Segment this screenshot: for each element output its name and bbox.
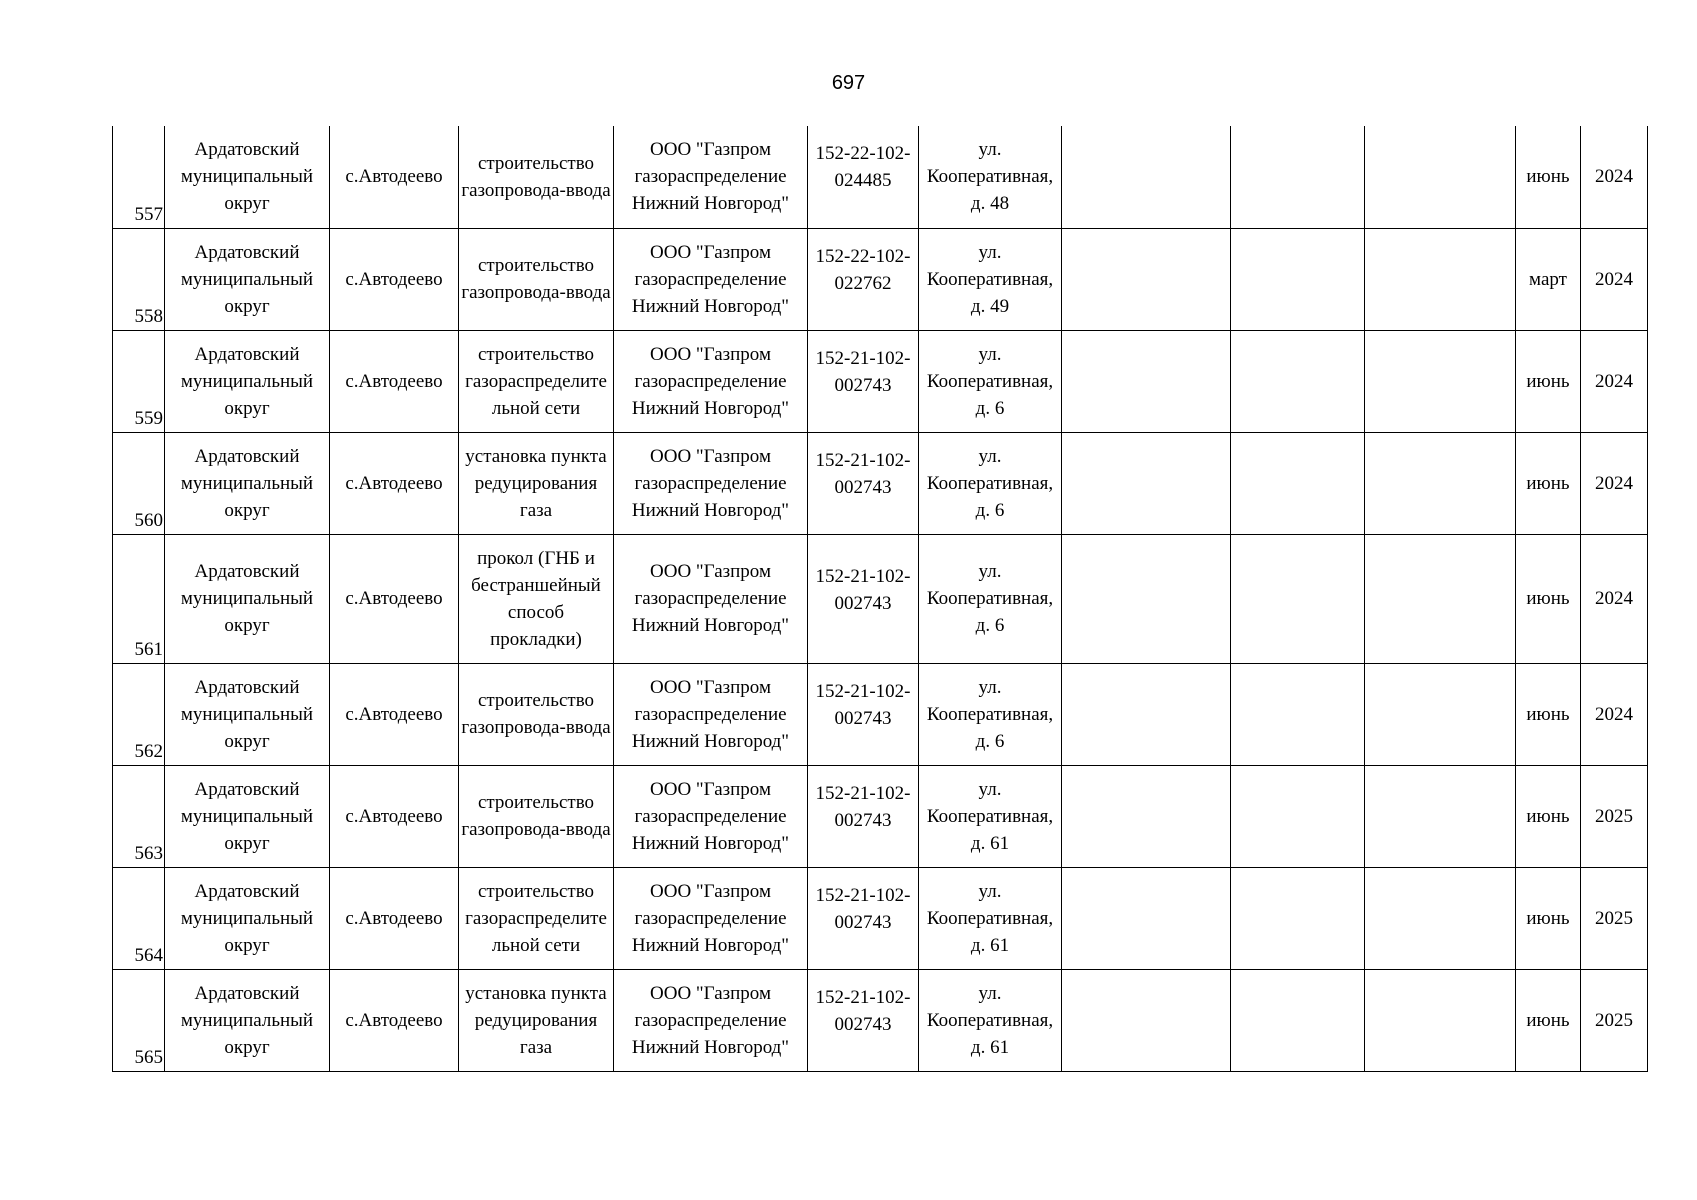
month-cell: июнь (1516, 969, 1581, 1071)
month-cell: июнь (1516, 330, 1581, 432)
row-number: 557 (113, 126, 165, 228)
address-cell: ул. Кооперативная, д. 6 (919, 432, 1062, 534)
year-cell: 2024 (1581, 126, 1648, 228)
row-number: 564 (113, 867, 165, 969)
organization-cell: ООО "Газпром газораспределение Нижний Новгород" (614, 228, 808, 330)
work-type-cell: строительство газораспределительной сети (459, 867, 614, 969)
organization-cell: ООО "Газпром газораспределение Нижний Новгород" (614, 432, 808, 534)
code-cell: 152-21-102-002743 (808, 663, 919, 765)
district-cell: Ардатовский муниципальный округ (165, 663, 330, 765)
month-cell: март (1516, 228, 1581, 330)
code-cell: 152-22-102-022762 (808, 228, 919, 330)
code-cell: 152-22-102-024485 (808, 126, 919, 228)
empty-cell (1365, 969, 1516, 1071)
organization-cell: ООО "Газпром газораспределение Нижний Новгород" (614, 969, 808, 1071)
year-cell: 2025 (1581, 765, 1648, 867)
district-cell: Ардатовский муниципальный округ (165, 969, 330, 1071)
table-row (113, 534, 1648, 663)
settlement-cell: с.Автодеево (330, 969, 459, 1071)
year-cell: 2024 (1581, 228, 1648, 330)
empty-cell (1062, 765, 1231, 867)
organization-cell: ООО "Газпром газораспределение Нижний Новгород" (614, 126, 808, 228)
work-type-cell: установка пункта редуцирования газа (459, 432, 614, 534)
empty-cell (1365, 432, 1516, 534)
code-cell: 152-21-102-002743 (808, 432, 919, 534)
work-type-cell: установка пункта редуцирования газа (459, 969, 614, 1071)
district-cell: Ардатовский муниципальный округ (165, 330, 330, 432)
month-cell: июнь (1516, 765, 1581, 867)
table-row (113, 969, 1648, 1071)
empty-cell (1365, 330, 1516, 432)
table-row (113, 432, 1648, 534)
code-cell: 152-21-102-002743 (808, 867, 919, 969)
address-cell: ул. Кооперативная, д. 6 (919, 663, 1062, 765)
month-cell: июнь (1516, 534, 1581, 663)
registry-table (112, 126, 1648, 1072)
registry-body (113, 126, 1648, 1071)
empty-cell (1365, 228, 1516, 330)
month-cell: июнь (1516, 663, 1581, 765)
district-cell: Ардатовский муниципальный округ (165, 765, 330, 867)
empty-cell (1062, 126, 1231, 228)
organization-cell: ООО "Газпром газораспределение Нижний Новгород" (614, 765, 808, 867)
code-cell: 152-21-102-002743 (808, 765, 919, 867)
settlement-cell: с.Автодеево (330, 432, 459, 534)
month-cell: июнь (1516, 867, 1581, 969)
address-cell: ул. Кооперативная, д. 61 (919, 969, 1062, 1071)
empty-cell (1231, 663, 1365, 765)
table-row (113, 228, 1648, 330)
address-cell: ул. Кооперативная, д. 49 (919, 228, 1062, 330)
year-cell: 2025 (1581, 969, 1648, 1071)
row-number: 560 (113, 432, 165, 534)
empty-cell (1231, 432, 1365, 534)
organization-cell: ООО "Газпром газораспределение Нижний Новгород" (614, 663, 808, 765)
organization-cell: ООО "Газпром газораспределение Нижний Новгород" (614, 867, 808, 969)
empty-cell (1231, 534, 1365, 663)
empty-cell (1231, 969, 1365, 1071)
settlement-cell: с.Автодеево (330, 867, 459, 969)
empty-cell (1365, 126, 1516, 228)
empty-cell (1062, 969, 1231, 1071)
year-cell: 2024 (1581, 330, 1648, 432)
empty-cell (1231, 126, 1365, 228)
empty-cell (1062, 867, 1231, 969)
address-cell: ул. Кооперативная, д. 61 (919, 867, 1062, 969)
empty-cell (1231, 228, 1365, 330)
empty-cell (1062, 663, 1231, 765)
address-cell: ул. Кооперативная, д. 6 (919, 534, 1062, 663)
work-type-cell: строительство газопровода-ввода (459, 663, 614, 765)
district-cell: Ардатовский муниципальный округ (165, 126, 330, 228)
empty-cell (1062, 432, 1231, 534)
empty-cell (1062, 228, 1231, 330)
year-cell: 2025 (1581, 867, 1648, 969)
table-row (113, 867, 1648, 969)
settlement-cell: с.Автодеево (330, 663, 459, 765)
code-cell: 152-21-102-002743 (808, 969, 919, 1071)
settlement-cell: с.Автодеево (330, 126, 459, 228)
table-row (113, 330, 1648, 432)
district-cell: Ардатовский муниципальный округ (165, 432, 330, 534)
year-cell: 2024 (1581, 663, 1648, 765)
address-cell: ул. Кооперативная, д. 48 (919, 126, 1062, 228)
empty-cell (1231, 765, 1365, 867)
row-number: 559 (113, 330, 165, 432)
settlement-cell: с.Автодеево (330, 330, 459, 432)
code-cell: 152-21-102-002743 (808, 534, 919, 663)
address-cell: ул. Кооперативная, д. 61 (919, 765, 1062, 867)
organization-cell: ООО "Газпром газораспределение Нижний Новгород" (614, 330, 808, 432)
work-type-cell: строительство газопровода-ввода (459, 228, 614, 330)
row-number: 563 (113, 765, 165, 867)
settlement-cell: с.Автодеево (330, 765, 459, 867)
month-cell: июнь (1516, 126, 1581, 228)
empty-cell (1062, 534, 1231, 663)
page-number: 697 (831, 72, 866, 94)
district-cell: Ардатовский муниципальный округ (165, 867, 330, 969)
table-row (113, 765, 1648, 867)
row-number: 561 (113, 534, 165, 663)
organization-cell: ООО "Газпром газораспределение Нижний Новгород" (614, 534, 808, 663)
address-cell: ул. Кооперативная, д. 6 (919, 330, 1062, 432)
empty-cell (1365, 534, 1516, 663)
row-number: 565 (113, 969, 165, 1071)
settlement-cell: с.Автодеево (330, 228, 459, 330)
empty-cell (1231, 867, 1365, 969)
work-type-cell: строительство газораспределительной сети (459, 330, 614, 432)
empty-cell (1062, 330, 1231, 432)
code-cell: 152-21-102-002743 (808, 330, 919, 432)
year-cell: 2024 (1581, 534, 1648, 663)
work-type-cell: строительство газопровода-ввода (459, 765, 614, 867)
month-cell: июнь (1516, 432, 1581, 534)
table-row (113, 126, 1648, 228)
district-cell: Ардатовский муниципальный округ (165, 228, 330, 330)
district-cell: Ардатовский муниципальный округ (165, 534, 330, 663)
settlement-cell: с.Автодеево (330, 534, 459, 663)
work-type-cell: строительство газопровода-ввода (459, 126, 614, 228)
table-row (113, 663, 1648, 765)
empty-cell (1365, 867, 1516, 969)
row-number: 558 (113, 228, 165, 330)
year-cell: 2024 (1581, 432, 1648, 534)
empty-cell (1231, 330, 1365, 432)
empty-cell (1365, 663, 1516, 765)
work-type-cell: прокол (ГНБ и бестраншейный способ прокладки) (459, 534, 614, 663)
row-number: 562 (113, 663, 165, 765)
empty-cell (1365, 765, 1516, 867)
